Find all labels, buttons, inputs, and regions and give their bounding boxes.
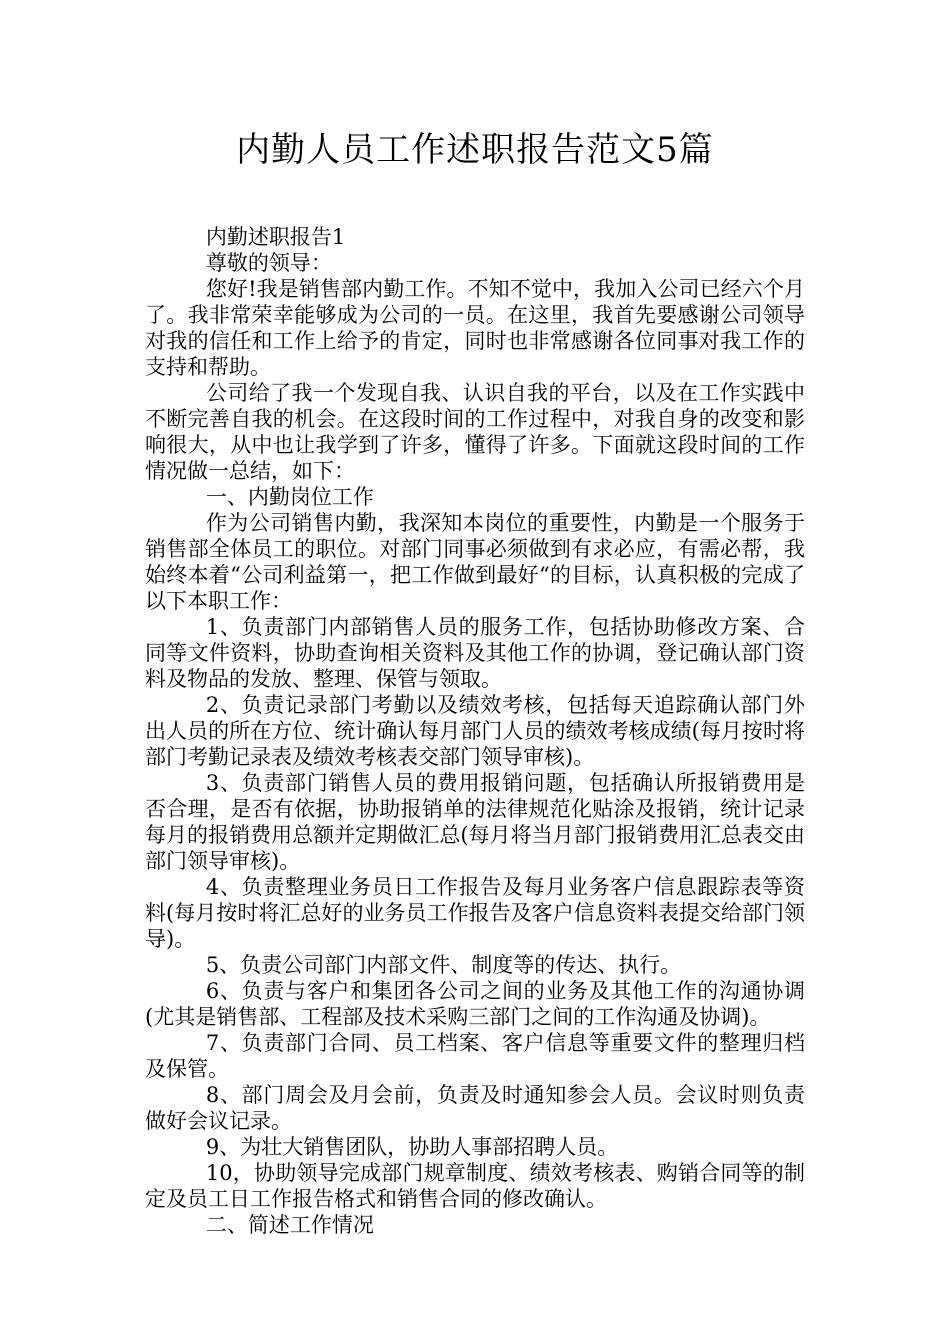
list-item: 8、部门周会及月会前，负责及时通知参会人员。会议时则负责做好会议记录。	[145, 1083, 805, 1133]
list-item: 3、负责部门销售人员的费用报销问题，包括确认所报销费用是否合理，是否有依据，协助报销单的法律规范化贴涂及报销，统计记录每月的报销费用总额并定期做汇总(每月将当月部门报销费用汇总表交由部门领导审核)。	[145, 771, 805, 873]
list-item: 4、负责整理业务员日工作报告及每月业务客户信息跟踪表等资料(每月按时将汇总好的业务员工作报告及客户信息资料表提交给部门领导)。	[145, 875, 805, 951]
body-paragraph: 作为公司销售内勤，我深知本岗位的重要性，内勤是一个服务于销售部全体员工的职位。对部门同事必须做到有求必应，有需必帮，我始终本着“公司利益第一，把工作做到最好“的目标，认真积极的完成了以下本职工作：	[145, 511, 805, 613]
document-body	[145, 224, 805, 1238]
report-heading: 内勤述职报告1	[205, 225, 346, 249]
list-item: 2、负责记录部门考勤以及绩效考核，包括每天追踪确认部门外出人员的所在方位、统计确认每月部门人员的绩效考核成绩(每月按时将部门考勤记录表及绩效考核表交部门领导审核)。	[145, 693, 805, 769]
document-title: 内勤人员工作述职报告范文5篇	[236, 130, 714, 170]
section-heading: 一、内勤岗位工作	[205, 485, 374, 509]
list-item: 7、负责部门合同、员工档案、客户信息等重要文件的整理归档及保管。	[145, 1031, 805, 1081]
body-paragraph: 您好!我是销售部内勤工作。不知不觉中，我加入公司已经六个月了。我非常荣幸能够成为公司的一员。在这里，我首先要感谢公司领导对我的信任和工作上给予的肯定，同时也非常感谢各位同事对我工作的支持和帮助。	[145, 277, 805, 379]
list-item: 1、负责部门内部销售人员的服务工作，包括协助修改方案、合同等文件资料，协助查询相关资料及其他工作的协调，登记确认部门资料及物品的发放、整理、保管与领取。	[145, 615, 805, 691]
list-item: 9、为壮大销售团队，协助人事部招聘人员。	[205, 1135, 619, 1159]
list-item: 6、负责与客户和集团各公司之间的业务及其他工作的沟通协调(尤其是销售部、工程部及技术采购三部门之间的工作沟通及协调)。	[145, 979, 805, 1029]
section-heading: 二、简述工作情况	[205, 1213, 374, 1237]
salutation: 尊敬的领导：	[205, 251, 332, 275]
body-paragraph: 公司给了我一个发现自我、认识自我的平台，以及在工作实践中不断完善自我的机会。在这段时间的工作过程中，对我自身的改变和影响很大，从中也让我学到了许多，懂得了许多。下面就这段时间的工作情况做一总结，如下：	[145, 381, 805, 483]
list-item: 10，协助领导完成部门规章制度、绩效考核表、购销合同等的制定及员工日工作报告格式和销售合同的修改确认。	[145, 1161, 805, 1211]
list-item: 5、负责公司部门内部文件、制度等的传达、执行。	[205, 953, 682, 977]
